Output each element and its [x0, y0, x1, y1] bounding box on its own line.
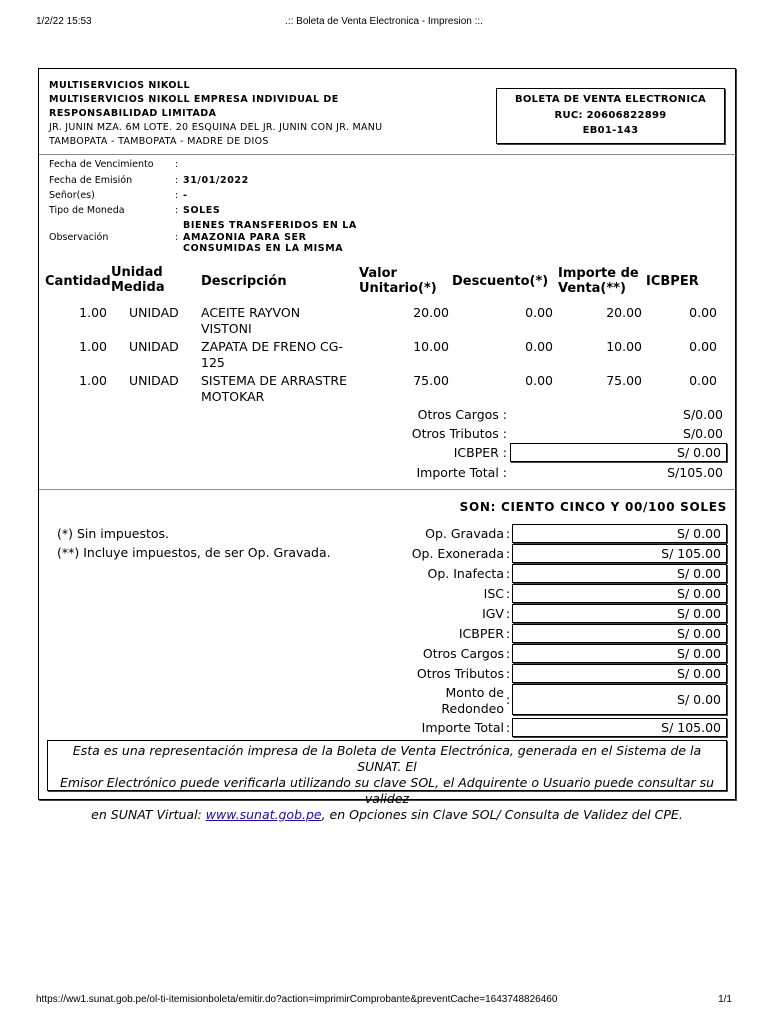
header-importe-line-1: Importe de — [558, 266, 639, 281]
header-unidad-line-1: Unidad — [111, 265, 163, 280]
summary-label: Otros Tributos — [416, 666, 504, 681]
cell-importe: 75.00 — [606, 373, 642, 388]
field-label: Fecha de Vencimiento — [49, 159, 154, 170]
summary-label: Importe Total — [421, 720, 504, 735]
legend-line-3-pre: en SUNAT Virtual: — [91, 807, 206, 822]
summary-label: Op. Gravada — [425, 526, 504, 541]
cell-icbper: 0.00 — [689, 305, 717, 320]
summary-colon: : — [506, 646, 511, 661]
desc-line-1: ACEITE RAYVON — [201, 305, 301, 320]
cell-importe: 10.00 — [606, 339, 642, 354]
desc-line-2: MOTOKAR — [201, 389, 265, 404]
summary-colon: : — [506, 606, 511, 621]
legend-line-3-post: , en Opciones sin Clave SOL/ Consulta de Validez del CPE. — [321, 807, 683, 822]
boleta-type: BOLETA DE VENTA ELECTRONICA — [514, 94, 707, 105]
boleta-id-box — [496, 88, 725, 144]
cell-icbper: 0.00 — [689, 339, 717, 354]
summary-colon: : — [506, 666, 511, 681]
summary-value: S/ 105.00 — [512, 544, 727, 563]
summary-value: S/ 105.00 — [512, 718, 727, 737]
note-sin-impuestos: (*) Sin impuestos. — [57, 526, 170, 541]
cell-cantidad: 1.00 — [79, 305, 107, 320]
header-valor-line-1: Valor — [359, 266, 397, 281]
boleta-ruc: RUC: 20606822899 — [554, 109, 667, 121]
cell-descripcion — [201, 339, 343, 371]
summary-colon: : — [506, 586, 511, 601]
header-valor-line-2: Unitario(*) — [359, 281, 437, 296]
note-incluye-impuestos: (**) Incluye impuestos, de ser Op. Gravada. — [57, 545, 331, 560]
summary-value: S/ 0.00 — [512, 564, 727, 583]
summary-label: Op. Inafecta — [427, 566, 504, 581]
header-importe-line-2: Venta(**) — [558, 281, 626, 296]
desc-line-1: SISTEMA DE ARRASTRE — [201, 373, 348, 388]
header-cantidad: Cantidad — [45, 274, 111, 289]
summary-value: S/ 0.00 — [512, 664, 727, 683]
issuer-legal-name-2: RESPONSABILIDAD LIMITADA — [49, 108, 217, 119]
legend-line-3 — [52, 807, 722, 823]
field-colon: : — [175, 205, 179, 216]
summary-label-redondeo — [304, 685, 504, 717]
cell-cantidad: 1.00 — [79, 339, 107, 354]
header-unidad-line-2: Medida — [111, 280, 165, 295]
summary-label-line-1: Monto de — [445, 685, 504, 700]
print-title: .:: Boleta de Venta Electronica - Impresion ::. — [285, 16, 483, 27]
field-colon: : — [175, 175, 179, 186]
desc-line-2: VISTONI — [201, 321, 252, 336]
importe-total-label: Importe Total : — [416, 465, 507, 480]
summary-label: ISC — [483, 586, 504, 601]
divider — [39, 154, 735, 155]
divider — [39, 489, 735, 490]
cell-icbper: 0.00 — [689, 373, 717, 388]
cell-descuento: 0.00 — [525, 339, 553, 354]
boleta-document — [38, 68, 736, 822]
cell-valor: 10.00 — [413, 339, 449, 354]
summary-value: S/ 0.00 — [512, 584, 727, 603]
header-importe — [558, 266, 639, 296]
observacion-line-3: CONSUMIDAS EN LA MISMA — [183, 243, 344, 254]
summary-label: Op. Exonerada — [411, 546, 504, 561]
cell-descuento: 0.00 — [525, 305, 553, 320]
header-descuento: Descuento(*) — [452, 274, 549, 289]
field-colon: : — [175, 190, 179, 201]
cell-descripcion — [201, 373, 347, 405]
summary-colon: : — [506, 546, 511, 561]
issuer-block — [49, 79, 489, 149]
otros-tributos-label: Otros Tributos : — [411, 426, 507, 441]
summary-label: IGV — [482, 606, 504, 621]
cell-valor: 20.00 — [413, 305, 449, 320]
icbper-total-label: ICBPER : — [453, 445, 507, 460]
notes — [57, 524, 331, 562]
header-unidad — [111, 265, 165, 295]
header-icbper: ICBPER — [646, 274, 699, 289]
summary-value: S/ 0.00 — [512, 644, 727, 663]
print-url: https://ww1.sunat.gob.pe/ol-ti-itemisionboleta/emitir.do?action=imprimirComprobante&preventCache=1643748826460 — [36, 994, 558, 1005]
field-label: Señor(es) — [49, 190, 95, 201]
summary-value: S/ 0.00 — [512, 684, 727, 715]
cell-unidad: UNIDAD — [129, 373, 179, 388]
field-label: Observación — [49, 232, 109, 243]
summary-value: S/ 0.00 — [512, 604, 727, 623]
observacion-line-1: BIENES TRANSFERIDOS EN LA — [183, 220, 357, 231]
field-colon: : — [175, 232, 179, 243]
field-colon: : — [175, 159, 179, 170]
cell-importe: 20.00 — [606, 305, 642, 320]
field-label: Tipo de Moneda — [49, 205, 125, 216]
summary-value: S/ 0.00 — [512, 524, 727, 543]
summary-label: Otros Cargos — [422, 646, 504, 661]
print-page-number: 1/1 — [718, 994, 732, 1005]
issuer-legal-name-1: MULTISERVICIOS NIKOLL EMPRESA INDIVIDUAL DE — [49, 94, 339, 105]
otros-tributos-value: S/0.00 — [683, 426, 723, 441]
otros-cargos-label: Otros Cargos : — [417, 407, 507, 422]
field-value: SOLES — [183, 205, 221, 216]
field-value: 31/01/2022 — [183, 175, 249, 186]
summary-label-line-2: Redondeo — [441, 701, 504, 716]
icbper-total-value: S/ 0.00 — [510, 443, 727, 462]
summary-colon: : — [506, 692, 511, 707]
summary-label: ICBPER — [458, 626, 504, 641]
desc-line-2: 125 — [201, 355, 225, 370]
cell-descuento: 0.00 — [525, 373, 553, 388]
observacion-value — [183, 220, 383, 255]
observacion-line-2: AMAZONIA PARA SER — [183, 231, 307, 243]
cell-unidad: UNIDAD — [129, 339, 179, 354]
summary-colon: : — [506, 720, 511, 735]
cell-unidad: UNIDAD — [129, 305, 179, 320]
summary-value: S/ 0.00 — [512, 624, 727, 643]
legal-legend — [47, 740, 727, 822]
summary-colon: : — [506, 526, 511, 541]
summary-colon: : — [506, 566, 511, 581]
print-datetime: 1/2/22 15:53 — [36, 16, 92, 27]
legend-line-1: Esta es una representación impresa de la Boleta de Venta Electrónica, generada en el Sistema de la SUNAT. El — [72, 743, 702, 774]
amount-in-words: SON: CIENTO CINCO Y 00/100 SOLES — [459, 500, 727, 514]
field-label: Fecha de Emisión — [49, 175, 133, 186]
field-value: - — [183, 190, 188, 201]
cell-cantidad: 1.00 — [79, 373, 107, 388]
header-descripcion: Descripción — [201, 274, 287, 289]
issuer-trade-name: MULTISERVICIOS NIKOLL — [49, 80, 191, 91]
issuer-address-1: JR. JUNIN MZA. 6M LOTE. 20 ESQUINA DEL JR. JUNIN CON JR. MANU — [49, 122, 383, 133]
cell-valor: 75.00 — [413, 373, 449, 388]
sunat-link[interactable]: www.sunat.gob.pe — [205, 807, 322, 822]
importe-total-value: S/105.00 — [667, 465, 723, 480]
desc-line-1: ZAPATA DE FRENO CG- — [201, 339, 343, 354]
summary-colon: : — [506, 626, 511, 641]
boleta-number: EB01-143 — [582, 125, 639, 136]
header-valor — [359, 266, 437, 296]
otros-cargos-value: S/0.00 — [683, 407, 723, 422]
cell-descripcion — [201, 305, 300, 337]
issuer-address-2: TAMBOPATA - TAMBOPATA - MADRE DE DIOS — [49, 136, 269, 147]
legend-line-2: Emisor Electrónico puede verificarla utilizando su clave SOL, el Adquirente o Usuario puede consultar su validez — [59, 775, 715, 806]
